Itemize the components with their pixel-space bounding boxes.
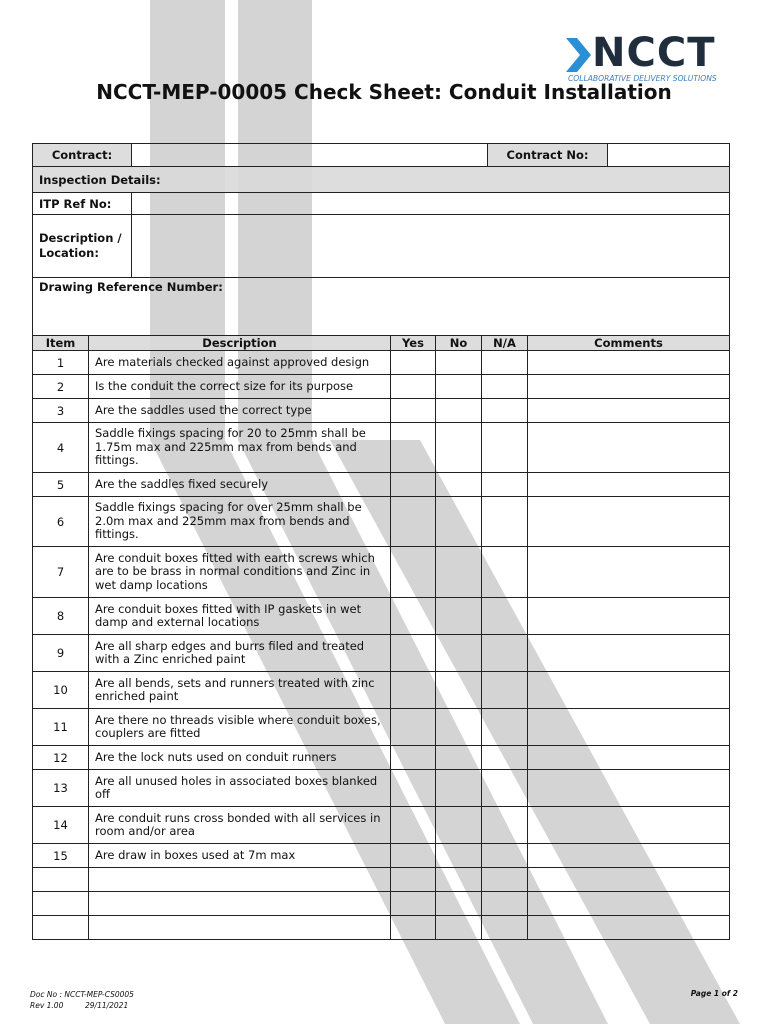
description-location-field[interactable] xyxy=(132,215,730,278)
table-row xyxy=(33,635,730,672)
yes-cell[interactable] xyxy=(391,497,436,547)
column-header-no: No xyxy=(436,336,482,351)
item-number: 12 xyxy=(33,746,89,770)
na-cell[interactable] xyxy=(482,709,528,746)
no-cell[interactable] xyxy=(436,844,482,868)
na-cell[interactable] xyxy=(482,497,528,547)
item-description: Are all sharp edges and burrs filed and treated with a Zinc enriched paint xyxy=(89,635,391,672)
item-description: Saddle fixings spacing for 20 to 25mm shall be 1.75m max and 225mm max from bends and fittings. xyxy=(89,423,391,473)
item-description: Are the saddles used the correct type xyxy=(89,399,391,423)
column-header-item: Item xyxy=(33,336,89,351)
no-cell[interactable] xyxy=(436,547,482,598)
comments-cell[interactable] xyxy=(528,672,730,709)
no-cell[interactable] xyxy=(436,423,482,473)
table-row xyxy=(33,547,730,598)
item-number: 5 xyxy=(33,473,89,497)
item-number: 4 xyxy=(33,423,89,473)
column-header-yes: Yes xyxy=(391,336,436,351)
yes-cell[interactable] xyxy=(391,868,436,892)
comments-cell[interactable] xyxy=(528,746,730,770)
yes-cell[interactable] xyxy=(391,473,436,497)
no-cell[interactable] xyxy=(436,672,482,709)
item-description: Is the conduit the correct size for its purpose xyxy=(89,375,391,399)
yes-cell[interactable] xyxy=(391,672,436,709)
yes-cell[interactable] xyxy=(391,746,436,770)
item-number: 15 xyxy=(33,844,89,868)
na-cell[interactable] xyxy=(482,844,528,868)
column-header-comments: Comments xyxy=(528,336,730,351)
table-row xyxy=(33,892,730,916)
no-cell[interactable] xyxy=(436,746,482,770)
na-cell[interactable] xyxy=(482,399,528,423)
item-number: 2 xyxy=(33,375,89,399)
na-cell[interactable] xyxy=(482,892,528,916)
drawing-reference-label: Drawing Reference Number: xyxy=(39,280,223,294)
checklist-header-row xyxy=(33,336,730,351)
item-number: 1 xyxy=(33,351,89,375)
comments-cell[interactable] xyxy=(528,916,730,940)
item-number: 3 xyxy=(33,399,89,423)
no-cell[interactable] xyxy=(436,497,482,547)
table-row xyxy=(33,473,730,497)
na-cell[interactable] xyxy=(482,351,528,375)
item-description xyxy=(89,892,391,916)
itp-ref-label: ITP Ref No: xyxy=(33,193,132,215)
column-header-description: Description xyxy=(89,336,391,351)
comments-cell[interactable] xyxy=(528,497,730,547)
document-title: NCCT-MEP-00005 Check Sheet: Conduit Installation xyxy=(96,80,672,104)
footer-doc-no: Doc No : NCCT-MEP-CS0005 xyxy=(30,990,134,999)
yes-cell[interactable] xyxy=(391,423,436,473)
item-number: 11 xyxy=(33,709,89,746)
header-table xyxy=(32,143,730,336)
item-description xyxy=(89,916,391,940)
item-description: Are draw in boxes used at 7m max xyxy=(89,844,391,868)
na-cell[interactable] xyxy=(482,598,528,635)
table-row xyxy=(33,375,730,399)
item-description: Are conduit boxes fitted with IP gaskets in wet damp and external locations xyxy=(89,598,391,635)
na-cell[interactable] xyxy=(482,770,528,807)
table-row xyxy=(33,709,730,746)
item-number: 9 xyxy=(33,635,89,672)
yes-cell[interactable] xyxy=(391,916,436,940)
item-description: Saddle fixings spacing for over 25mm shall be 2.0m max and 225mm max from bends and fittings. xyxy=(89,497,391,547)
item-description: Are the saddles fixed securely xyxy=(89,473,391,497)
item-number: 14 xyxy=(33,807,89,844)
no-cell[interactable] xyxy=(436,770,482,807)
no-cell[interactable] xyxy=(436,635,482,672)
drawing-reference-cell[interactable] xyxy=(33,278,730,336)
no-cell[interactable] xyxy=(436,709,482,746)
item-description xyxy=(89,868,391,892)
na-cell[interactable] xyxy=(482,746,528,770)
item-number: 6 xyxy=(33,497,89,547)
item-description: Are there no threads visible where conduit boxes, couplers are fitted xyxy=(89,709,391,746)
yes-cell[interactable] xyxy=(391,709,436,746)
table-row xyxy=(33,351,730,375)
description-location-label: Description / Location: xyxy=(33,215,132,278)
contract-label: Contract: xyxy=(33,144,132,167)
yes-cell[interactable] xyxy=(391,770,436,807)
comments-cell[interactable] xyxy=(528,423,730,473)
comments-cell[interactable] xyxy=(528,844,730,868)
contract-no-label: Contract No: xyxy=(488,144,608,167)
yes-cell[interactable] xyxy=(391,351,436,375)
yes-cell[interactable] xyxy=(391,635,436,672)
yes-cell[interactable] xyxy=(391,844,436,868)
na-cell[interactable] xyxy=(482,547,528,598)
comments-cell[interactable] xyxy=(528,807,730,844)
no-cell[interactable] xyxy=(436,399,482,423)
item-number xyxy=(33,916,89,940)
item-number xyxy=(33,868,89,892)
yes-cell[interactable] xyxy=(391,375,436,399)
no-cell[interactable] xyxy=(436,351,482,375)
yes-cell[interactable] xyxy=(391,892,436,916)
yes-cell[interactable] xyxy=(391,399,436,423)
inspection-details-heading: Inspection Details: xyxy=(33,167,730,193)
no-cell[interactable] xyxy=(436,807,482,844)
table-row xyxy=(33,868,730,892)
footer-doc-info xyxy=(30,989,134,1011)
table-row xyxy=(33,497,730,547)
na-cell[interactable] xyxy=(482,868,528,892)
table-row xyxy=(33,423,730,473)
logo-text: NCCT xyxy=(592,30,716,76)
na-cell[interactable] xyxy=(482,635,528,672)
no-cell[interactable] xyxy=(436,892,482,916)
no-cell[interactable] xyxy=(436,375,482,399)
contract-field[interactable] xyxy=(132,144,488,167)
na-cell[interactable] xyxy=(482,473,528,497)
footer-revision: Rev 1.00 xyxy=(30,1001,64,1010)
footer-date: 29/11/2021 xyxy=(85,1001,129,1010)
yes-cell[interactable] xyxy=(391,807,436,844)
item-description: Are materials checked against approved design xyxy=(89,351,391,375)
item-description: Are conduit boxes fitted with earth screws which are to be brass in normal conditions and Zinc in wet damp locations xyxy=(89,547,391,598)
itp-ref-field[interactable] xyxy=(132,193,730,215)
item-number: 10 xyxy=(33,672,89,709)
footer-page-number: Page 1 of 2 xyxy=(690,989,738,998)
table-row xyxy=(33,807,730,844)
item-number: 8 xyxy=(33,598,89,635)
table-row xyxy=(33,746,730,770)
checklist-table xyxy=(32,335,730,940)
na-cell[interactable] xyxy=(482,375,528,399)
item-number xyxy=(33,892,89,916)
item-description: Are the lock nuts used on conduit runners xyxy=(89,746,391,770)
comments-cell[interactable] xyxy=(528,473,730,497)
logo-tagline: COLLABORATIVE DELIVERY SOLUTIONS xyxy=(568,74,717,83)
table-row xyxy=(33,399,730,423)
no-cell[interactable] xyxy=(436,598,482,635)
comments-cell[interactable] xyxy=(528,770,730,807)
na-cell[interactable] xyxy=(482,916,528,940)
comments-cell[interactable] xyxy=(528,547,730,598)
no-cell[interactable] xyxy=(436,868,482,892)
comments-cell[interactable] xyxy=(528,868,730,892)
comments-cell[interactable] xyxy=(528,598,730,635)
table-row xyxy=(33,916,730,940)
comments-cell[interactable] xyxy=(528,399,730,423)
item-description: Are conduit runs cross bonded with all services in room and/or area xyxy=(89,807,391,844)
no-cell[interactable] xyxy=(436,473,482,497)
item-description: Are all unused holes in associated boxes blanked off xyxy=(89,770,391,807)
comments-cell[interactable] xyxy=(528,351,730,375)
no-cell[interactable] xyxy=(436,916,482,940)
na-cell[interactable] xyxy=(482,423,528,473)
na-cell[interactable] xyxy=(482,807,528,844)
contract-no-field[interactable] xyxy=(608,144,730,167)
yes-cell[interactable] xyxy=(391,547,436,598)
item-number: 7 xyxy=(33,547,89,598)
table-row xyxy=(33,598,730,635)
table-row xyxy=(33,770,730,807)
table-row xyxy=(33,844,730,868)
comments-cell[interactable] xyxy=(528,892,730,916)
item-number: 13 xyxy=(33,770,89,807)
comments-cell[interactable] xyxy=(528,375,730,399)
na-cell[interactable] xyxy=(482,672,528,709)
yes-cell[interactable] xyxy=(391,598,436,635)
table-row xyxy=(33,672,730,709)
item-description: Are all bends, sets and runners treated with zinc enriched paint xyxy=(89,672,391,709)
comments-cell[interactable] xyxy=(528,709,730,746)
chevron-logo-icon xyxy=(566,38,592,72)
comments-cell[interactable] xyxy=(528,635,730,672)
column-header-na: N/A xyxy=(482,336,528,351)
